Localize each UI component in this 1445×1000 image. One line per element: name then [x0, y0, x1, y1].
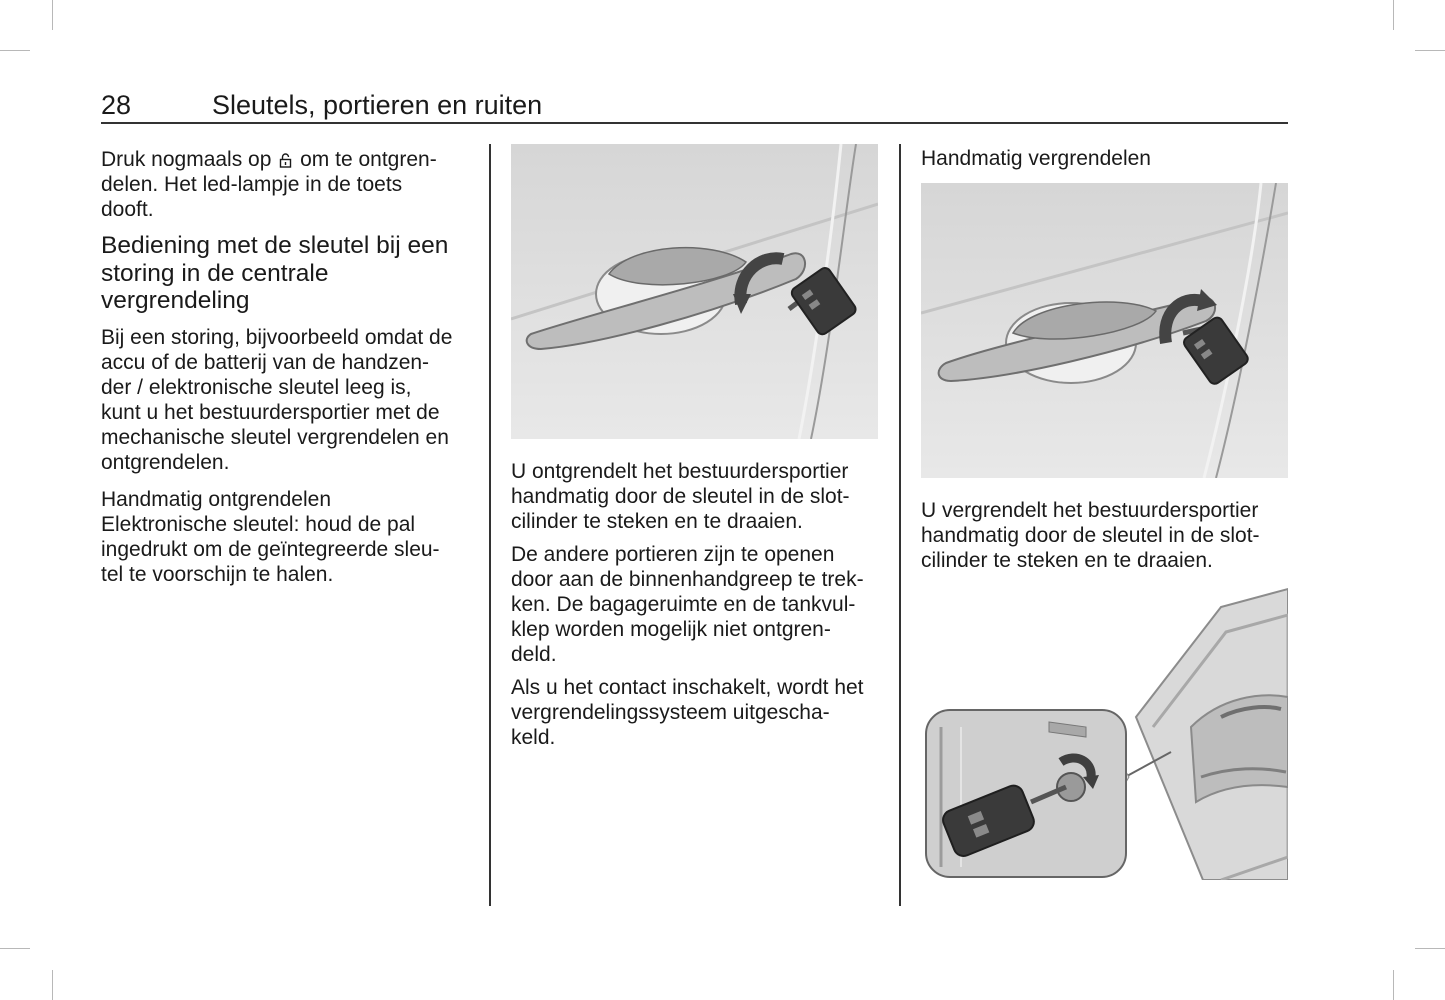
page-number: 28 — [101, 90, 132, 120]
column-2 — [511, 459, 886, 758]
column-divider — [899, 144, 901, 906]
crop-mark — [52, 0, 53, 30]
crop-mark — [1415, 50, 1445, 51]
paragraph: De andere portieren zijn te openen door aan de binnenhandgreep te trek- ken. De bagageruimte en de tankvul- klep worden mogelijk niet ontgren- deld. — [511, 543, 864, 666]
crop-mark — [1415, 948, 1445, 949]
paragraph: Druk nogmaals op om te ontgren- delen. Het led-lampje in de toets dooft. — [101, 148, 437, 221]
paragraph: Elektronische sleutel: houd de pal ingedrukt om de geïntegreerde sleu- tel te voorschijn te halen. — [101, 512, 440, 586]
crop-mark — [52, 970, 53, 1000]
door-handle-unlock-illustration — [511, 144, 878, 439]
crop-mark — [1393, 970, 1394, 1000]
crop-mark — [0, 50, 30, 51]
crop-mark — [0, 948, 30, 949]
page-title: Sleutels, portieren en ruiten — [212, 90, 543, 120]
column-1 — [101, 147, 476, 595]
column-3-heading — [921, 146, 1291, 179]
column-divider — [489, 144, 491, 906]
header-rule — [101, 122, 1288, 124]
crop-mark — [1393, 0, 1394, 30]
paragraph: U vergrendelt het bestuurdersportier handmatig door de sleutel in de slot- cilinder te steken en te draaien. — [921, 499, 1260, 572]
paragraph: Bij een storing, bijvoorbeeld omdat de accu of de batterij van de handzen- der / elektronische sleutel leeg is, kunt u het bestuurdersportier met de mechanische sleutel vergrendelen en ontgrendelen. — [101, 325, 453, 474]
subheading: Handmatig vergrendelen — [921, 147, 1151, 170]
paragraph: Als u het contact inschakelt, wordt het vergrendelingssysteem uitgescha- keld. — [511, 676, 864, 749]
section-heading: Bediening met de sleutel bij een storing in de centrale vergrendeling — [101, 232, 449, 314]
unlock-icon — [279, 153, 292, 168]
paragraph: U ontgrendelt het bestuurdersportier handmatig door de sleutel in de slot- cilinder te steken en te draaien. — [511, 460, 850, 533]
door-lock-detail-illustration — [921, 587, 1288, 880]
column-3 — [921, 498, 1291, 581]
door-handle-lock-illustration — [921, 183, 1288, 478]
subheading: Handmatig ontgrendelen — [101, 487, 331, 511]
